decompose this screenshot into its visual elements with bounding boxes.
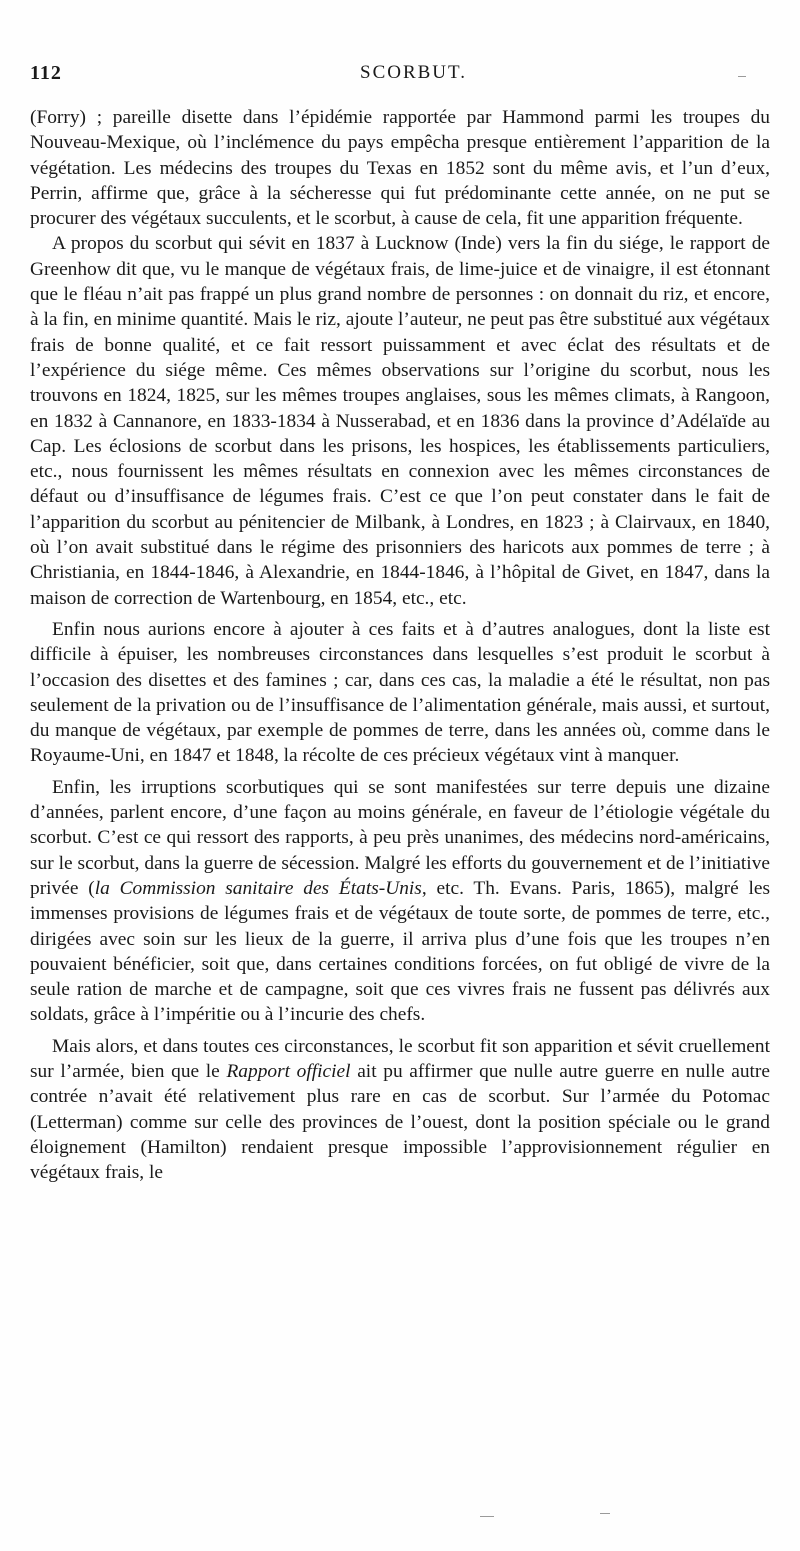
paragraph-5-text-before: Mais alors, et dans toutes ces circonstances, le scorbut fit son apparition et sévit cruellement sur l’armée, bien que le (30, 1035, 770, 1082)
paragraph-4-italic-reference: la Commission sanitaire des États-Unis (94, 877, 422, 899)
scan-mark-bottom (480, 1516, 494, 1517)
paragraph-4-text-before: Enfin, les irruptions scorbutiques qui se sont manifestées sur terre depuis une dizaine d’années, parlent encore, d’une façon au moins générale, en faveur de l’étiologie végétale du scorbut. C’est ce qui ressort des rapports, à peu près unanimes, des médecins nord-américains, sur le scorbut, dans la guerre de sécession. Malgré les efforts du gouvernement et de l’initiative privée ( (30, 776, 770, 899)
page-header (30, 62, 770, 92)
paragraph-5 (30, 1034, 770, 1186)
paragraph-5-text-after: ait pu affirmer que nulle autre guerre en nulle autre contrée n’avait été relativement plus rare en cas de scorbut. Sur l’armée du Potomac (Letterman) comme sur celle des provinces de l’ouest, dont la position spéciale ou le grand éloignement (Hamilton) rendaient presque impossible l’approvisionnement régulier en végétaux frais, le (30, 1060, 770, 1184)
scan-mark-top-right (738, 76, 746, 77)
body-text (30, 105, 770, 1185)
paragraph-3: Enfin nous aurions encore à ajouter à ces faits et à d’autres analogues, dont la liste est difficile à épuiser, les nombreuses circonstances dans lesquelles s’est produit le scorbut à l’occasion des disettes et des famines ; car, dans ces cas, la maladie a été le résultat, non pas seulement de la privation ou de l’insuffisance de l’alimentation générale, mais aussi, et surtout, du manque de végétaux, par exemple de pommes de terre, dans les années où, comme dans le Royaume-Uni, en 1847 et 1848, la récolte de ces précieux végétaux vint à manquer. (30, 618, 770, 767)
paragraph-4-text-after: , etc. Th. Evans. Paris, 1865), malgré les immenses provisions de légumes frais et de végétaux de toute sorte, de pommes de terre, etc., dirigées avec soin sur les lieux de la guerre, il arriva plus d’une fois que les troupes n’en pouvaient bénéficier, soit que, dans certaines conditions forcées, on fut obligé de vivre de la seule ration de marche et de campagne, soit que ces vivres frais ne fussent pas délivrés aux soldats, grâce à l’impéritie ou à l’incurie des chefs. (30, 877, 770, 1026)
scan-mark-bottom-right (600, 1513, 610, 1514)
page-number: 112 (30, 62, 62, 84)
paragraph-5-italic-reference: Rapport officiel (226, 1060, 351, 1082)
paragraph-2: A propos du scorbut qui sévit en 1837 à Lucknow (Inde) vers la fin du siége, le rapport de Greenhow dit que, vu le manque de végétaux frais, de lime-juice et de vinaigre, il est étonnant que le fléau n’ait pas frappé un plus grand nombre de personnes : on donnait du riz, et encore, à la fin, en minime quantité. Mais le riz, ajoute l’auteur, ne peut pas être substitué aux végétaux frais de bonne qualité, et ce fait ressort puissamment et avec éclat des résultats et de l’expérience du siége même. Ces mêmes observations sur l’origine du scorbut, nous les trouvons en 1824, 1825, sur les mêmes troupes anglaises, sous les mêmes climats, à Rangoon, en 1832 à Cannanore, en 1833-1834 à Nusserabad, et en 1836 dans la province d’Adélaïde au Cap. Les éclosions de scorbut dans les prisons, les hospices, les établissements particuliers, etc., nous fournissent les mêmes résultats en connexion avec les mêmes circonstances de défaut ou d’insuffisance de légumes frais. C’est ce que l’on peut constater dans le fait de l’apparition du scorbut au pénitencier de Milbank, à Londres, en 1823 ; à Clairvaux, en 1840, où l’on avait substitué dans le régime des prisonniers des haricots aux pommes de terre ; à Christiania, en 1844-1846, à Alexandrie, en 1844-1846, à l’hôpital de Givet, en 1847, dans la maison de correction de Wartenbourg, en 1854, etc., etc. (30, 233, 770, 609)
paragraph-4 (30, 775, 770, 1028)
paragraph-1: (Forry) ; pareille disette dans l’épidémie rapportée par Hammond parmi les troupes du Nouveau-Mexique, où l’inclémence du pays empêcha presque entièrement l’apparition de la végétation. Les médecins des troupes du Texas en 1852 sont du même avis, et l’un d’eux, Perrin, affirme que, grâce à la sécheresse qui fut prédominante cette année, on ne put se procurer des végétaux succulents, et le scorbut, à cause de cela, fit une apparition fréquente. (30, 107, 770, 230)
running-title: SCORBUT. (360, 62, 467, 83)
